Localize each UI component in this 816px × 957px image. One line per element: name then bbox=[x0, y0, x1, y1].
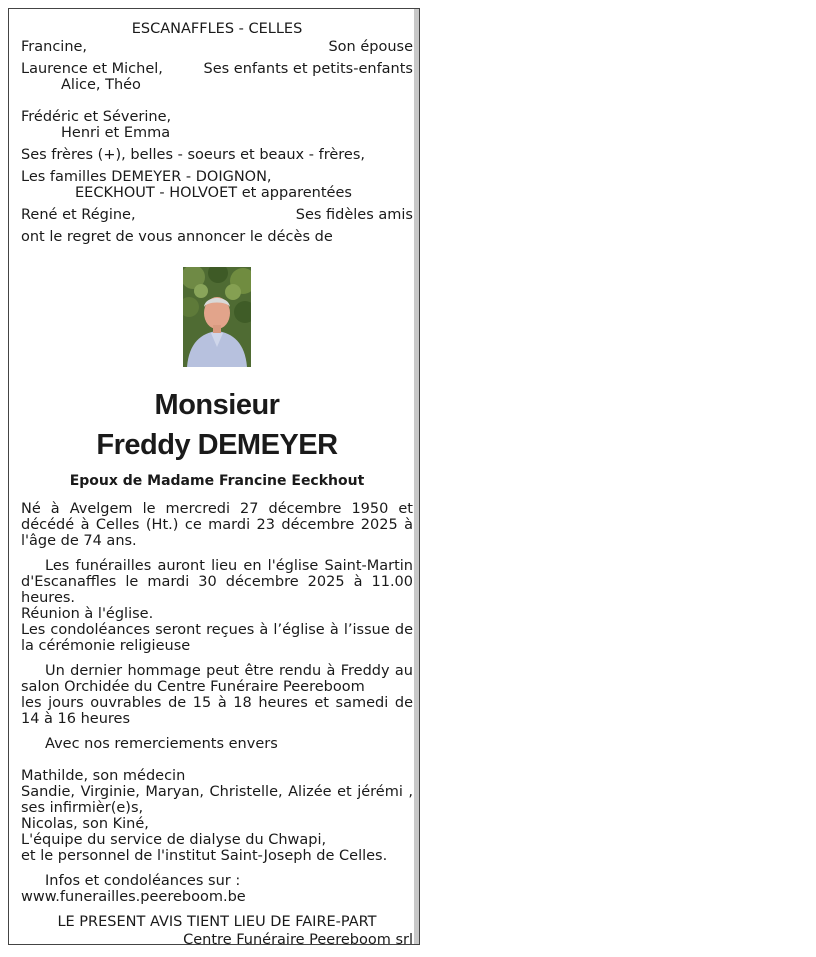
birth-death-paragraph: Né à Avelgem le mercredi 27 décembre 1950 et décédé à Celles (Ht.) ce mardi 23 décembre 2025 à l'âge de 74 ans. bbox=[21, 501, 413, 549]
deceased-name: Freddy DEMEYER bbox=[96, 429, 338, 461]
friends-role: Ses fidèles amis bbox=[295, 207, 413, 223]
spouse-line: Epoux de Madame Francine Eeckhout bbox=[69, 473, 365, 489]
friends-name: René et Régine, bbox=[21, 207, 136, 223]
family-row-children bbox=[21, 61, 413, 77]
condolences-text: Les condoléances seront reçues à l’église à l’issue de la cérémonie religieuse bbox=[21, 622, 413, 654]
children-name: Laurence et Michel, bbox=[21, 61, 163, 77]
deceased-title: Monsieur bbox=[154, 389, 280, 421]
families-line-1: Les familles DEMEYER - DOIGNON, bbox=[21, 169, 272, 185]
tribute-text: Un dernier hommage peut être rendu à Freddy au salon Orchidée du Centre Funéraire Peereboom bbox=[21, 663, 413, 695]
families-line-2: EECKHOUT - HOLVOET et apparentées bbox=[75, 185, 352, 201]
thanks-line-1: Mathilde, son médecin bbox=[21, 768, 186, 784]
thanks-line-5: et le personnel de l'institut Saint-Joseph de Celles. bbox=[21, 848, 388, 864]
francine-role: Son épouse bbox=[328, 39, 413, 55]
thanks-line-2: Sandie, Virginie, Maryan, Christelle, Alizée et jérémi , ses infirmièr(e)s, bbox=[21, 784, 413, 816]
portrait-photo bbox=[183, 267, 251, 367]
death-notice bbox=[8, 8, 420, 948]
meeting-text: Réunion à l'église. bbox=[21, 606, 154, 622]
footer-funeral-home: Centre Funéraire Peereboom srl bbox=[183, 932, 413, 948]
grandchildren-2: Henri et Emma bbox=[61, 125, 171, 141]
info-url[interactable]: www.funerailles.peereboom.be bbox=[21, 889, 246, 905]
francine-name: Francine, bbox=[21, 39, 88, 55]
thanks-line-3: Nicolas, son Kiné, bbox=[21, 816, 149, 832]
announce-line: ont le regret de vous annoncer le décès de bbox=[21, 229, 333, 245]
tribute-hours: les jours ouvrables de 15 à 18 heures et samedi de 14 à 16 heures bbox=[21, 695, 413, 727]
thanks-line-4: L'équipe du service de dialyse du Chwapi, bbox=[21, 832, 327, 848]
funeral-text: Les funérailles auront lieu en l'église Saint-Martin d'Escanaffles le mardi 30 décembre 2025 à 11.00 heures. bbox=[21, 558, 413, 606]
children-2: Frédéric et Séverine, bbox=[21, 109, 172, 125]
children-role: Ses enfants et petits-enfants bbox=[203, 61, 413, 77]
thanks-list bbox=[21, 768, 413, 864]
grandchildren-1: Alice, Théo bbox=[61, 77, 141, 93]
family-row-friends bbox=[21, 207, 413, 223]
info-label: Infos et condoléances sur : bbox=[45, 873, 241, 889]
thanks-intro: Avec nos remerciements envers bbox=[45, 736, 278, 752]
funeral-section bbox=[21, 558, 413, 654]
tribute-section bbox=[21, 663, 413, 727]
siblings-line: Ses frères (+), belles - soeurs et beaux - frères, bbox=[21, 147, 365, 163]
info-section bbox=[21, 873, 413, 905]
footer-notice: LE PRESENT AVIS TIENT LIEU DE FAIRE-PART bbox=[57, 914, 377, 930]
notice-content bbox=[21, 21, 413, 948]
family-row-francine bbox=[21, 39, 413, 55]
location-header: ESCANAFFLES - CELLES bbox=[131, 21, 303, 37]
